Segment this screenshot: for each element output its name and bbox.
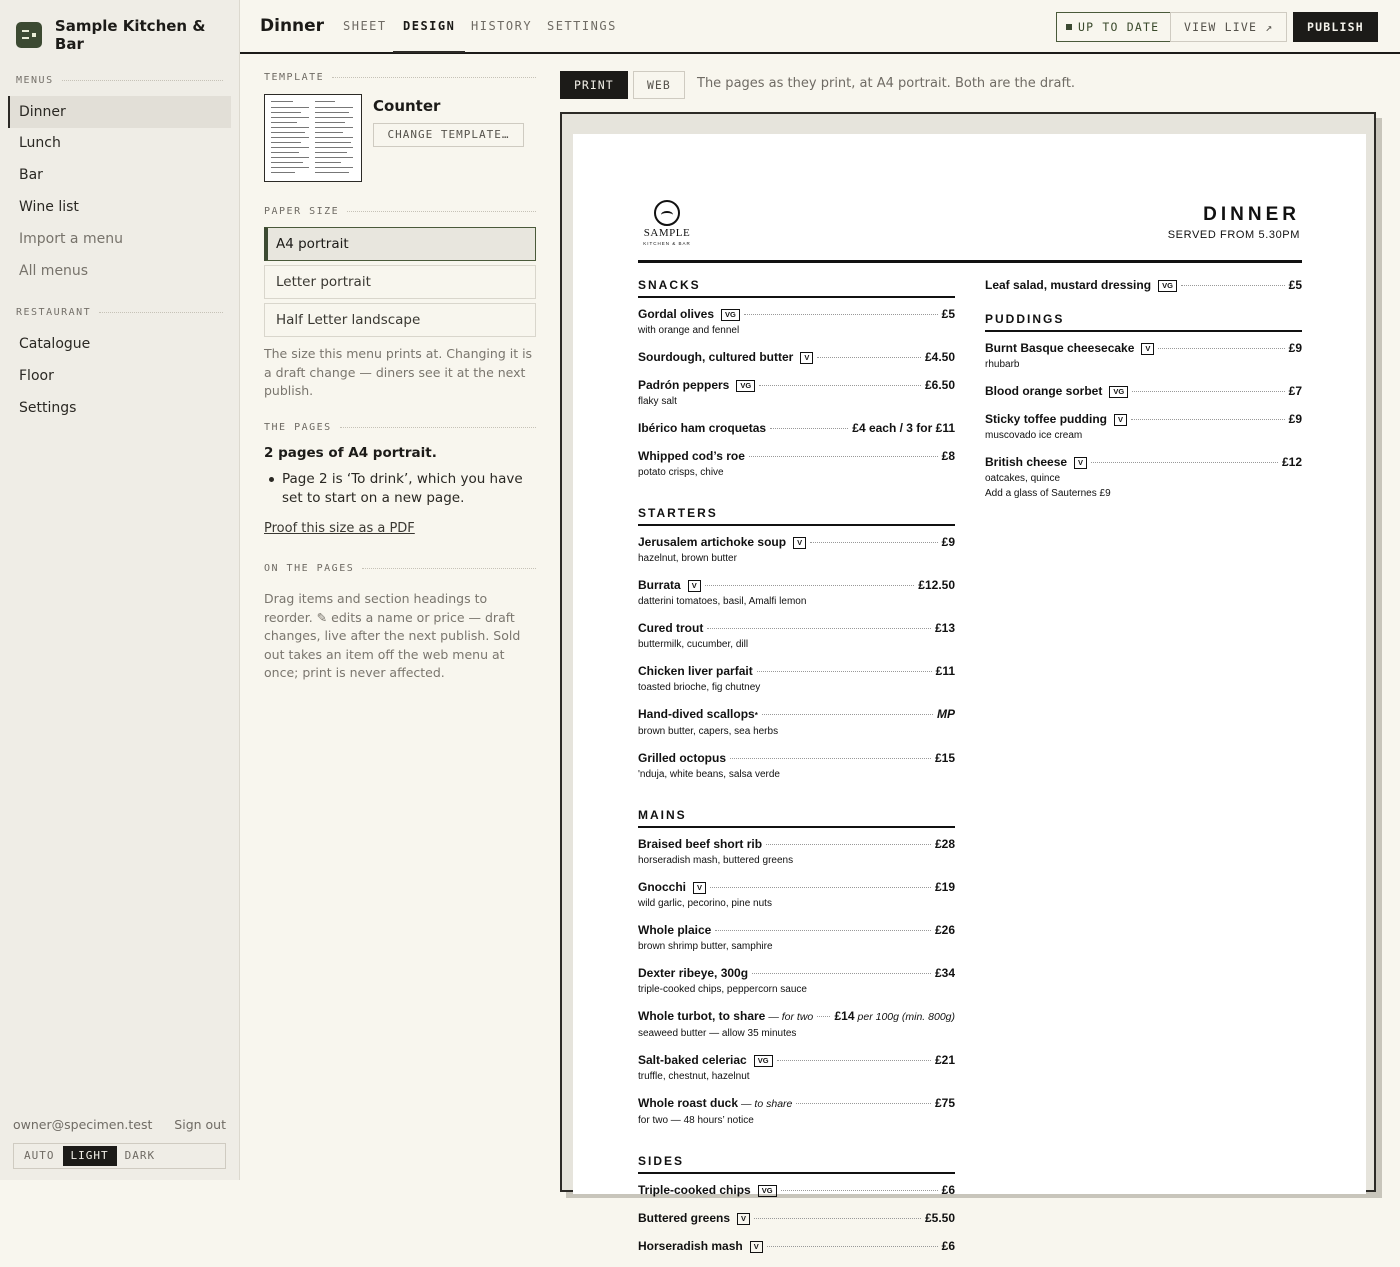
dot-leader [1131,419,1285,420]
menu-item[interactable] [638,707,955,738]
dot-leader [759,385,921,386]
publish-status-badge [1056,12,1173,42]
menu-item-row [638,966,955,981]
dot-leader [730,758,931,759]
menu-item-price: £8 [941,449,955,463]
menu-item[interactable] [638,1211,955,1226]
dot-leader [777,1060,931,1061]
menu-item-row [638,578,955,593]
tab-design[interactable]: DESIGN [403,0,455,52]
menu-item-name: Whole plaice [638,923,712,937]
publish-button[interactable]: PUBLISH [1293,12,1378,42]
dot-leader [1181,285,1285,286]
menu-item[interactable] [638,664,955,694]
menu-item[interactable] [638,350,955,365]
menu-item-name: Gnocchi [638,880,687,894]
menu-item-description: potato crisps, chive [638,467,724,478]
menu-logo [641,200,693,256]
menu-item-price: £6 [941,1239,955,1253]
menu-item[interactable] [985,384,1302,399]
on-pages-note: Drag items and section headings to reorder. ✎ edits a name or price — draft changes, live after the next publish. Sold out takes an item off the web menu at once; print is never affected. [264,591,521,680]
menu-item-row [638,751,955,766]
menu-item-row [638,1183,955,1198]
menu-item-price: £14 [834,1009,855,1023]
menu-section [638,1154,955,1254]
menu-item[interactable] [638,421,955,436]
preview-web-tab[interactable]: WEB [633,71,685,99]
menu-item-name: Padrón peppers [638,378,730,392]
menu-item-row [638,1009,955,1025]
menu-item-price: £21 [934,1053,955,1067]
menu-item-row [638,664,955,679]
dietary-badge: V [1114,414,1127,426]
menu-item-name: Whipped cod’s roe [638,449,745,463]
dot-leader [762,714,933,715]
menu-item-row [638,307,955,322]
preview-print-tab[interactable]: PRINT [560,71,628,99]
dot-leader [749,456,938,457]
menu-item-name: Grilled octopus [638,751,727,765]
dietary-badge: V [793,537,806,549]
menu-item-price: £6 [941,1183,955,1197]
menu-item-name: Sourdough, cultured butter [638,350,794,364]
menu-item-price: £6.50 [924,378,955,392]
sidebar-item-catalogue[interactable]: Catalogue [19,336,91,352]
menus-heading: MENUS [16,75,223,86]
on-pages-heading: ON THE PAGES [264,563,536,574]
menu-item-description: buttermilk, cucumber, dill [638,639,749,650]
menu-item[interactable] [638,880,955,910]
menu-item-name: Whole roast duck [638,1096,739,1110]
menu-item-price: £28 [934,837,955,851]
sidebar-item-wine-list[interactable]: Wine list [19,199,79,215]
menu-item[interactable] [638,1009,955,1040]
menu-item-note: — for two [768,1011,814,1023]
menu-item-description: toasted brioche, fig chutney [638,682,761,693]
dietary-badge: VG [758,1185,777,1197]
dot-leader [757,671,932,672]
dietary-badge: V [1141,343,1154,355]
dot-leader [817,1016,830,1017]
menu-item[interactable] [638,378,955,408]
dietary-badge: V [693,882,706,894]
menu-item-description: horseradish mash, buttered greens [638,855,794,866]
menu-item[interactable] [985,278,1302,293]
menu-page [573,134,1366,1253]
template-thumbnail[interactable] [264,94,362,182]
menu-item-description: hazelnut, brown butter [638,553,737,564]
menu-item-row [638,707,955,723]
dot-leader [817,357,921,358]
view-live-button[interactable]: VIEW LIVE ↗ [1170,12,1287,42]
menu-item-name: Jerusalem artichoke soup [638,535,787,549]
paper-option-letter-portrait[interactable]: Letter portrait [264,265,536,299]
menu-item-row [638,1239,955,1254]
theme-switch [13,1143,226,1169]
shell-logo-icon [654,200,680,226]
menu-section-heading: MAINS [638,808,955,828]
theme-auto-option[interactable]: AUTO [24,1149,55,1162]
brand-logo-icon [16,22,42,48]
dot-leader [810,542,938,543]
menu-item-name: Blood orange sorbet [985,384,1103,398]
status-label: UP TO DATE [1078,20,1160,34]
menu-item-name: Salt-baked celeriac [638,1053,747,1067]
menu-item-name: Cured trout [638,621,704,635]
menu-title: DINNER [1203,204,1300,225]
menu-item[interactable] [985,412,1302,442]
menu-item-name: Whole turbot, to share [638,1009,766,1023]
pages-detail: Page 2 is ‘To drink’, which you have set to start on a new page. [282,470,536,508]
menu-item-row [638,378,955,393]
menu-item-row [985,341,1302,356]
menu-item-row [638,923,955,938]
sidebar-item-settings[interactable]: Settings [19,400,77,416]
menu-served-time: SERVED FROM 5.30PM [1167,229,1300,241]
menu-item-row [638,837,955,852]
menu-item-row [638,350,955,365]
menu-item-price: £13 [934,621,955,635]
dot-leader [752,973,931,974]
menu-item[interactable] [638,535,955,565]
pages-heading: THE PAGES [264,422,536,433]
dot-leader [710,887,931,888]
menu-item-row [985,455,1302,470]
dot-leader [1091,462,1278,463]
dietary-badge: V [800,352,813,364]
page-title: Dinner [260,16,325,36]
menu-item-extra: Add a glass of Sauternes £9 [985,488,1111,499]
sidebar-item-import-menu[interactable]: Import a menu [19,231,123,247]
menu-section-heading: PUDDINGS [985,312,1302,332]
menu-item-price: £7 [1288,384,1302,398]
menu-item-name: Buttered greens [638,1211,731,1225]
menu-item-description: muscovado ice cream [985,430,1083,441]
sign-out-link[interactable]: Sign out [174,1117,226,1132]
menu-item-name: Burrata [638,578,681,592]
menu-item-description: datterini tomatoes, basil, Amalfi lemon [638,596,807,607]
topbar [240,0,1400,54]
menu-item[interactable] [638,449,955,479]
menu-item[interactable] [985,455,1302,499]
menu-item-name: Sticky toffee pudding [985,412,1108,426]
sidebar-item-floor[interactable]: Floor [19,368,54,384]
menu-section [638,278,955,479]
menu-item-name: Gordal olives [638,307,715,321]
menu-item-price: £19 [934,880,955,894]
paper-option-a4-portrait[interactable]: A4 portrait [264,227,536,261]
menu-item-price: £4 each / 3 for £11 [852,421,955,435]
menu-item-price: £12.50 [918,578,955,592]
menu-section [638,506,955,781]
menu-item-price-note: per 100g (min. 800g) [857,1011,955,1023]
dietary-badge: V [688,580,701,592]
menu-right-column [985,278,1302,512]
dietary-badge: VG [736,380,755,392]
menu-header-rule [638,260,1302,263]
proof-pdf-link[interactable]: Proof this size as a PDF [264,521,415,536]
menu-item-name: Burnt Basque cheesecake [985,341,1135,355]
menu-item[interactable] [638,1183,955,1198]
dot-leader [705,585,915,586]
template-name: Counter [373,97,441,115]
sidebar-item-all-menus[interactable]: All menus [19,263,89,279]
menu-section [985,312,1302,499]
menu-item-mark: * [754,711,758,720]
menu-item-description: brown butter, capers, sea herbs [638,726,779,737]
menu-item[interactable] [638,1096,955,1127]
menu-item-price: £12 [1281,455,1302,469]
menu-item-description: seaweed butter — allow 35 minutes [638,1028,797,1039]
dietary-badge: VG [721,309,740,321]
brand-name: Sample Kitchen & Bar [54,17,206,53]
menu-item-name: Dexter ribeye, 300g [638,966,749,980]
menu-item-price: £5 [941,307,955,321]
sidebar-item-dinner[interactable]: Dinner [8,96,231,128]
dot-leader [796,1103,931,1104]
theme-light-option[interactable]: LIGHT [63,1146,117,1166]
menu-item-row [638,421,955,436]
menu-item-name: Ibérico ham croquetas [638,421,767,435]
menu-item-row [638,880,955,895]
menu-item-price: £9 [1288,341,1302,355]
menu-item-description: brown shrimp butter, samphire [638,941,773,952]
menu-item-price: £9 [941,535,955,549]
dot-leader [1158,348,1284,349]
menu-item-name: Braised beef short rib [638,837,763,851]
dot-leader [766,844,931,845]
theme-dark-option[interactable]: DARK [124,1149,156,1162]
menu-item-note: — to share [741,1098,793,1110]
menu-item[interactable] [985,341,1302,371]
menu-item-name: Triple-cooked chips [638,1183,751,1197]
dot-leader [770,428,848,429]
menu-item-price: £5.50 [924,1211,955,1225]
menu-item-name: Chicken liver parfait [638,664,753,678]
menu-item[interactable] [638,1053,955,1083]
menu-item[interactable] [638,307,955,337]
menu-section [638,808,955,1127]
status-square-icon [1066,24,1072,30]
dot-leader [1132,391,1284,392]
sidebar-item-lunch[interactable]: Lunch [19,135,61,151]
menu-section-heading: SIDES [638,1154,955,1174]
brand[interactable] [16,17,239,53]
menu-logo-sub: KITCHEN & BAR [643,241,691,246]
menu-item-row [638,535,955,550]
menu-item-row [638,449,955,464]
menu-item[interactable] [638,837,955,867]
menu-item-description: for two — 48 hours’ notice [638,1115,754,1126]
menu-item-row [985,412,1302,427]
menu-item-row [985,278,1302,293]
dot-leader [707,628,931,629]
menu-item-description: truffle, chestnut, hazelnut [638,1071,750,1082]
dietary-badge: VG [754,1055,773,1067]
menu-item[interactable] [638,751,955,781]
sidebar-item-bar[interactable]: Bar [19,167,43,183]
menu-item-price: £26 [934,923,955,937]
dot-leader [767,1246,938,1247]
dietary-badge: V [737,1213,750,1225]
menu-item-description: 'nduja, white beans, salsa verde [638,769,780,780]
dot-leader [715,930,931,931]
dietary-badge: V [1074,457,1087,469]
menu-item[interactable] [638,578,955,608]
menu-item-price: £4.50 [924,350,955,364]
menu-item-description: flaky salt [638,396,677,407]
tab-settings[interactable]: SETTINGS [547,19,617,33]
menu-section-heading: STARTERS [638,506,955,526]
tab-history[interactable]: HISTORY [471,19,533,33]
dot-leader [781,1190,938,1191]
menu-item-description: oatcakes, quince [985,473,1061,484]
menu-item-row [638,621,955,636]
menu-item-price: £11 [935,664,955,678]
menu-item-row [638,1211,955,1226]
paper-size-heading: PAPER SIZE [264,206,536,217]
menu-logo-word: SAMPLE [643,227,691,239]
menu-item-price: £5 [1288,278,1302,292]
paper-size-note: The size this menu prints at. Changing it is a draft change — diners see it at the next publish. [264,346,533,398]
menu-item-price: £15 [934,751,955,765]
menu-item[interactable] [638,966,955,996]
print-preview-frame [560,112,1376,1253]
menu-item-description: with orange and fennel [638,325,740,336]
restaurant-heading: RESTAURANT [16,307,223,318]
menu-item-row [985,384,1302,399]
menu-item-description: rhubarb [985,359,1020,370]
menu-item-price: £9 [1288,412,1302,426]
menu-item[interactable] [638,1239,955,1254]
menu-item-name: Horseradish mash [638,1239,743,1253]
sidebar [0,0,240,1180]
preview-note: The pages as they print, at A4 portrait. Both are the draft. [697,76,1076,91]
menu-item-row [638,1096,955,1112]
tab-sheet[interactable]: SHEET [343,19,387,33]
dietary-badge: V [750,1241,763,1253]
account-bar [13,1117,226,1132]
dot-leader [754,1218,921,1219]
dietary-badge: VG [1158,280,1177,292]
menu-item-price: MP [937,707,955,721]
menu-item-price: £75 [934,1096,955,1110]
menu-left-column [638,278,955,1267]
menu-item-name: Hand-dived scallops [638,707,755,721]
dietary-badge: VG [1109,386,1128,398]
paper-option-half-letter-landscape[interactable]: Half Letter landscape [264,303,536,337]
menu-item-name: Leaf salad, mustard dressing [985,278,1152,292]
account-email: owner@specimen.test [13,1117,153,1132]
pages-summary: 2 pages of A4 portrait. [264,445,437,461]
menu-item-price: £34 [934,966,955,980]
menu-item[interactable] [638,621,955,651]
menu-section-heading: SNACKS [638,278,955,298]
change-template-button[interactable]: CHANGE TEMPLATE… [373,123,524,147]
menu-item-name: British cheese [985,455,1068,469]
menu-item-description: triple-cooked chips, peppercorn sauce [638,984,807,995]
menu-item[interactable] [638,923,955,953]
template-heading: TEMPLATE [264,72,536,83]
menu-item-description: wild garlic, pecorino, pine nuts [638,898,772,909]
menu-item-row [638,1053,955,1068]
dot-leader [744,314,938,315]
